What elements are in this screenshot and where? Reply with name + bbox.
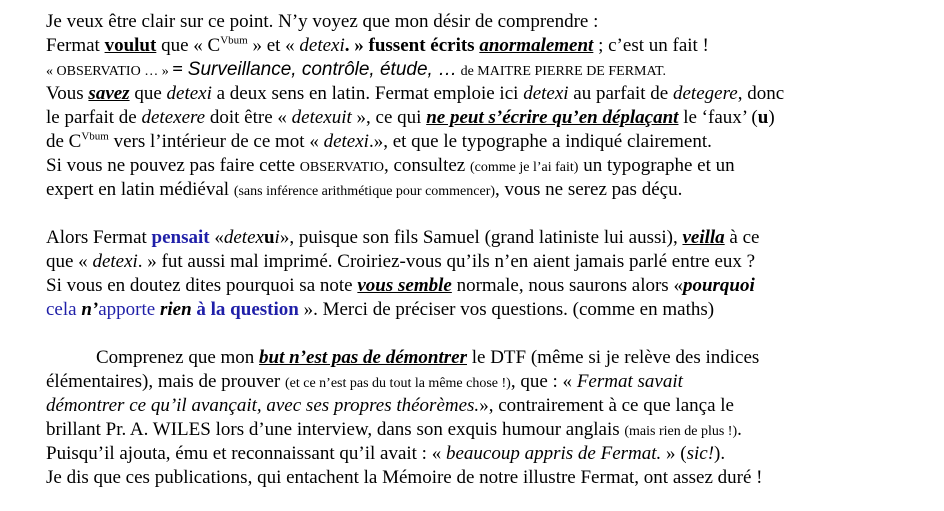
text-run: , donc bbox=[737, 83, 785, 104]
text-run: », ce qui bbox=[351, 107, 427, 128]
text-run: Puisqu’il ajouta, ému et reconnaissant qu’il avait : « bbox=[46, 443, 446, 464]
text-run: « OBSERVATIO … » bbox=[46, 64, 173, 79]
paragraph-1-line-3 bbox=[46, 58, 936, 82]
text-run: » ( bbox=[661, 443, 687, 464]
text-run: le parfait de bbox=[46, 107, 142, 128]
term-detexuit: detexuit bbox=[291, 107, 352, 128]
paragraph-2-line-1 bbox=[46, 226, 936, 250]
quote-text: démontrer ce qu’il avançait, avec ses propres théorèmes. bbox=[46, 395, 480, 416]
term-detexi: detexi bbox=[92, 251, 138, 272]
paragraph-1-line-8 bbox=[46, 178, 936, 202]
paragraph-1-line-2 bbox=[46, 34, 936, 58]
term-detegere: detegere bbox=[673, 83, 738, 104]
text-run: .», et que le typographe a indiqué clairement. bbox=[368, 131, 712, 152]
text-run: normale, nous saurons alors « bbox=[451, 275, 683, 296]
quote-text: beaucoup appris de Fermat. bbox=[445, 443, 662, 464]
paragraph-3-line-1 bbox=[46, 346, 936, 370]
emphasis-question: à la question bbox=[191, 299, 299, 320]
text-run: . bbox=[737, 419, 742, 440]
text-run: a deux sens en latin. Fermat emploie ici bbox=[211, 83, 524, 104]
emphasis-voulut: voulut bbox=[104, 35, 157, 56]
text-run: que bbox=[129, 83, 167, 104]
emphasis-anormalement: anormalement bbox=[479, 35, 594, 56]
term-detexui: detex bbox=[223, 227, 264, 248]
text-run: ». Merci de préciser vos questions. (comme en maths) bbox=[298, 299, 715, 320]
term-detexi: detexi bbox=[523, 83, 569, 104]
text-run: Si vous en doutez dites pourquoi sa note bbox=[46, 275, 358, 296]
emphasis-veilla: veilla bbox=[682, 227, 725, 248]
quote-text: Fermat savait bbox=[576, 371, 683, 392]
paragraph-2-line-3 bbox=[46, 274, 936, 298]
emphasis-rien: rien bbox=[159, 299, 192, 320]
equals-sign: = bbox=[172, 59, 188, 80]
paragraph-gap bbox=[46, 322, 936, 346]
emphasis-pourquoi: pourquoi bbox=[682, 275, 755, 296]
paragraph-3-line-4 bbox=[46, 418, 936, 442]
paragraph-3-line-2 bbox=[46, 370, 936, 394]
aside-text: (sans inférence arithmétique pour commencer) bbox=[233, 184, 496, 199]
paragraph-1-line-6 bbox=[46, 130, 936, 154]
emphasis-but: but n’est pas de démontrer bbox=[259, 347, 467, 368]
paragraph-3-line-5 bbox=[46, 442, 936, 466]
author-attribution: de MAITRE PIERRE DE FERMAT. bbox=[457, 64, 667, 79]
superscript-vbum: Vbum bbox=[220, 34, 248, 47]
text-run: ; c’est un fait ! bbox=[593, 35, 709, 56]
text-run: doit être « bbox=[205, 107, 292, 128]
aside-text: (mais rien de plus !) bbox=[624, 424, 738, 439]
text-run: Comprenez que mon bbox=[96, 347, 260, 368]
text-run: Si vous ne pouvez pas faire cette bbox=[46, 155, 300, 176]
text-run: le ‘faux’ ( bbox=[678, 107, 758, 128]
emphasis-vous-semble: vous semble bbox=[357, 275, 452, 296]
emphasis-pensait: pensait bbox=[151, 227, 210, 248]
text-run: . » fut aussi mal imprimé. Croiriez-vous qu’ils n’en aient jamais parlé entre eux ? bbox=[137, 251, 756, 272]
blue-text: cela bbox=[46, 299, 82, 320]
superscript-vbum: Vbum bbox=[81, 130, 109, 143]
text-run: , vous ne serez pas déçu. bbox=[495, 179, 683, 200]
text-run: , consultez bbox=[383, 155, 470, 176]
paragraph-3-line-6: Je dis que ces publications, qui entachent la Mémoire de notre illustre Fermat, ont assez duré ! bbox=[46, 467, 763, 488]
text-run: ). bbox=[714, 443, 726, 464]
paragraph-1-line-5 bbox=[46, 106, 936, 130]
paragraph-1-line-4 bbox=[46, 82, 936, 106]
letter-u: u bbox=[757, 107, 769, 128]
text-run: , que : « bbox=[510, 371, 577, 392]
text-run: Fermat bbox=[46, 35, 105, 56]
emphasis-n: n’ bbox=[81, 299, 99, 320]
text-run: de C bbox=[46, 131, 82, 152]
paragraph-3-line-3 bbox=[46, 394, 936, 418]
text-run: expert en latin médiéval bbox=[46, 179, 234, 200]
text-run: » et « bbox=[247, 35, 300, 56]
text-run: Vous bbox=[46, 83, 89, 104]
aside-text: (et ce n’est pas du tout la même chose !) bbox=[284, 376, 511, 391]
text-run: à ce bbox=[724, 227, 760, 248]
emphasis-savez: savez bbox=[88, 83, 130, 104]
paragraph-1-line-7 bbox=[46, 154, 936, 178]
text-run: », contrairement à ce que lança le bbox=[479, 395, 734, 416]
term-detexere: detexere bbox=[141, 107, 206, 128]
text-run: », puisque son fils Samuel (grand latiniste lui aussi), bbox=[279, 227, 683, 248]
text-run: Alors Fermat bbox=[46, 227, 152, 248]
paragraph-1-line-1: Je veux être clair sur ce point. N’y voyez que mon désir de comprendre : bbox=[46, 11, 599, 32]
aside-text: (comme je l’ai fait) bbox=[470, 160, 579, 175]
text-run: ) bbox=[768, 107, 775, 128]
text-run: que « C bbox=[156, 35, 221, 56]
emphasis-deplacant: ne peut s’écrire qu’en déplaçant bbox=[426, 107, 679, 128]
term-detexui-end: i bbox=[274, 227, 280, 248]
term-detexi: detexi bbox=[166, 83, 212, 104]
text-run: au parfait de bbox=[568, 83, 673, 104]
text-run: un typographe et un bbox=[578, 155, 735, 176]
text-run: élémentaires), mais de prouver bbox=[46, 371, 285, 392]
text-run: . » fussent écrits bbox=[344, 35, 480, 56]
paragraph-2-line-2 bbox=[46, 250, 936, 274]
text-run: le DTF (même si je relève des indices bbox=[467, 347, 760, 368]
text-run: que « bbox=[46, 251, 93, 272]
term-detexi: detexi bbox=[299, 35, 345, 56]
text-run: « bbox=[209, 227, 224, 248]
letter-u: u bbox=[263, 227, 275, 248]
paragraph-gap bbox=[46, 202, 936, 226]
term-detexi: detexi bbox=[323, 131, 369, 152]
sic-text: sic! bbox=[686, 443, 715, 464]
definition-text: Surveillance, contrôle, étude, … bbox=[187, 59, 458, 80]
text-run: vers l’intérieur de ce mot « bbox=[108, 131, 324, 152]
document-body bbox=[46, 10, 936, 490]
blue-text: apporte bbox=[98, 299, 160, 320]
paragraph-2-line-4 bbox=[46, 298, 936, 322]
text-run: brillant Pr. A. WILES lors d’une interview, dans son exquis humour anglais bbox=[46, 419, 625, 440]
term-observatio: OBSERVATIO bbox=[299, 160, 384, 175]
